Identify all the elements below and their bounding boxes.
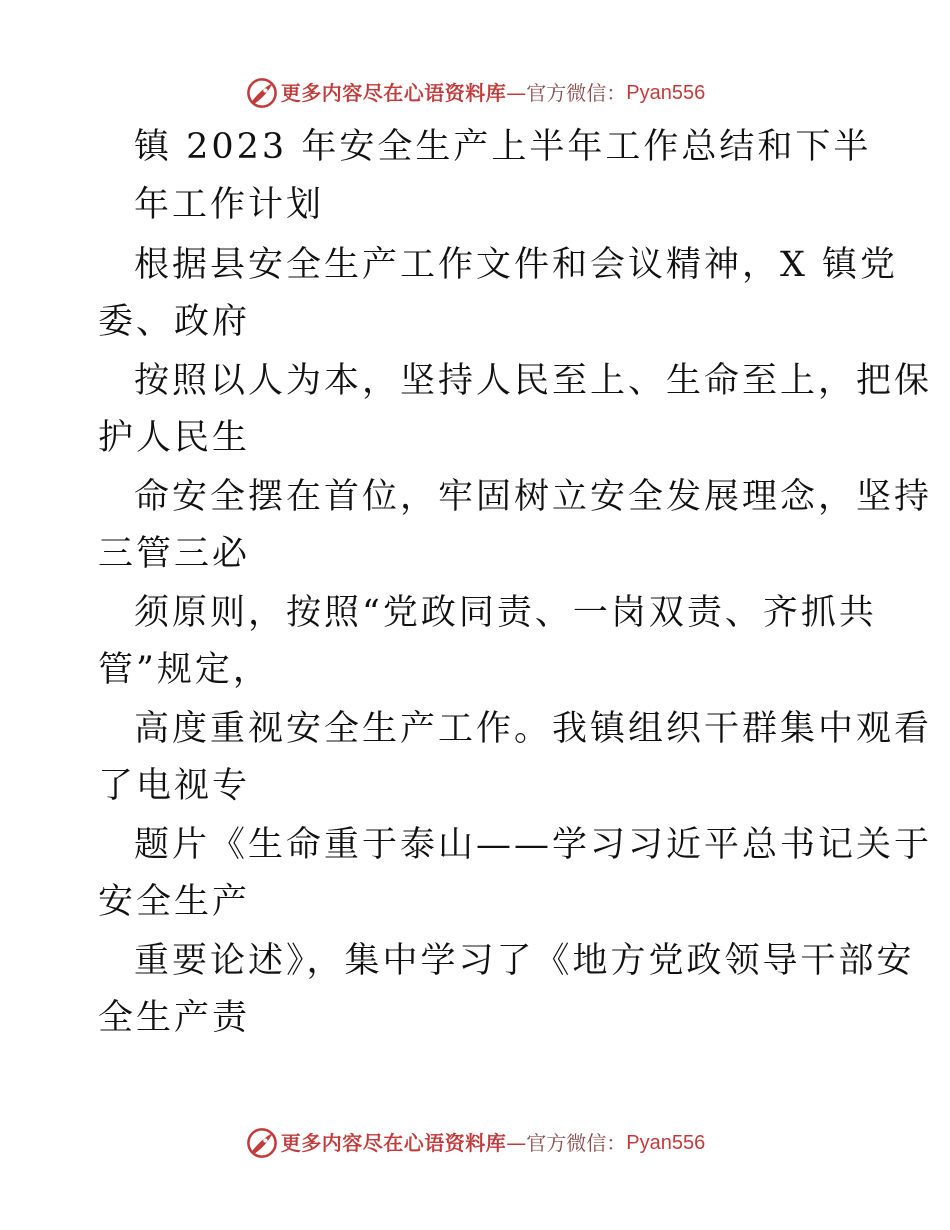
watermark-official-label: 官方微信： [526,1131,627,1155]
watermark-dash: — [506,1131,527,1155]
paragraph-line: 高度重视安全生产工作。我镇组织干群集中观看 [134,709,933,749]
watermark-wechat-id: Pyan556 [626,1132,706,1154]
paragraph-line: 按照以人为本，坚持人民至上、生命至上，把保 [134,361,933,401]
paragraph-line: 安全生产 [98,882,251,922]
watermark-text: 更多内容尽在心语资料库 [280,1131,507,1155]
document-title-line-1: 镇 2023 年安全生产上半年工作总结和下半 [134,127,872,167]
paragraph-line: 重要论述》，集中学习了《地方党政领导干部安 [134,941,915,981]
paragraph-line: 根据县安全生产工作文件和会议精神，X 镇党 [134,245,899,285]
paragraph-line: 题片《生命重于泰山——学习习近平总书记关于 [134,825,933,865]
paragraph-line: 全生产责 [98,998,251,1038]
header-watermark [0,76,950,110]
paragraph-line: 命安全摆在首位，牢固树立安全发展理念，坚持 [134,477,933,517]
document-title-line-2: 年工作计划 [134,185,325,225]
watermark-dash: — [506,81,527,105]
watermark-wechat-id: Pyan556 [626,82,706,104]
footer-watermark [0,1126,950,1160]
paragraph-line: 委、政府 [98,302,251,342]
pen-nib-logo-icon [245,1126,279,1160]
paragraph-line: 三管三必 [98,534,251,574]
paragraph-line: 管”规定， [98,650,271,690]
paragraph-line: 护人民生 [98,418,251,458]
watermark-text: 更多内容尽在心语资料库 [280,81,507,105]
paragraph-line: 了电视专 [98,766,251,806]
paragraph-line: 须原则，按照“党政同责、一岗双责、齐抓共 [134,593,877,633]
watermark-official-label: 官方微信： [526,81,627,105]
pen-nib-logo-icon [245,76,279,110]
